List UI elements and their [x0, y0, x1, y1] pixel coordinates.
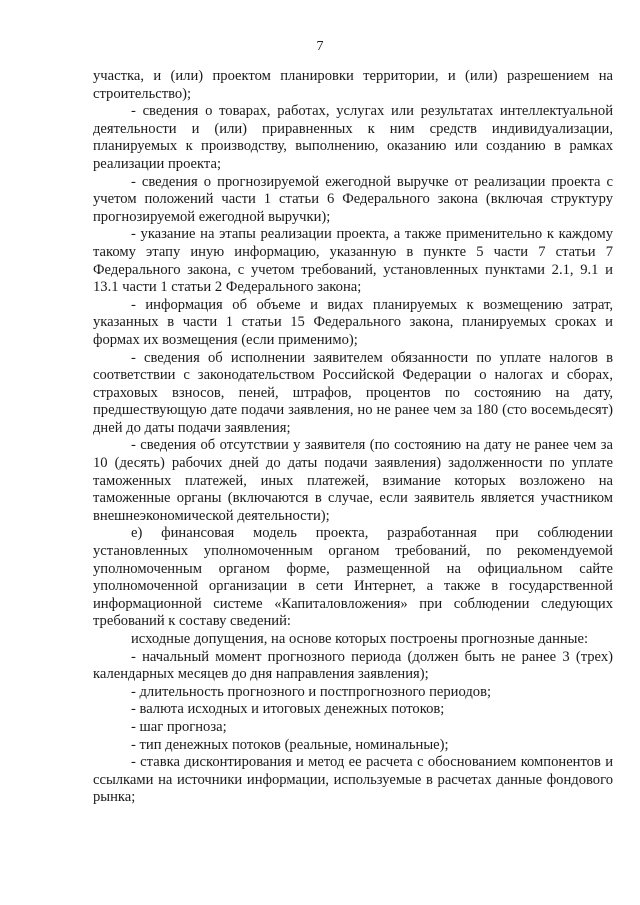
paragraph-project-stages: - указание на этапы реализации проекта, а также применительно к каждому такому этапу иную информацию, указанную в пункте 5 части 7 статьи 7 Федерального закона, с учетом требований, установленных пунктами 2.1, 9.1 и 13.1 части 1 статьи 2 Федерального закона; [93, 226, 613, 296]
paragraph-goods-services: - сведения о товарах, работах, услугах или результатах интеллектуальной деятельности и (или) приравненных к ним средств индивидуализации, планируемых к производству, выполнению, оказанию или созданию в рамках реализации проекта; [93, 103, 613, 172]
paragraph-cost-reimbursement: - информация об объеме и видах планируемых к возмещению затрат, указанных в части 1 статьи 15 Федерального закона, планируемых сроках и формах их возмещения (если применимо); [93, 296, 613, 348]
paragraph-period-duration: - длительность прогнозного и постпрогнозного периодов; [131, 683, 492, 700]
paragraph-currency: - валюта исходных и итоговых денежных потоков; [131, 701, 445, 718]
document-body [93, 68, 613, 807]
paragraph-initial-assumptions: исходные допущения, на основе которых построены прогнозные данные: [131, 631, 589, 647]
paragraph-tax-obligations: - сведения об исполнении заявителем обязанности по уплате налогов в соответствии с законодательством Российской Федерации о налогах и сборах, страховых взносов, пеней, штрафов, процентов по состоянию на дату, предшествующую дате подачи заявления, но не ранее чем за 180 (сто восемьдесят) дней до даты подачи заявления; [93, 349, 613, 436]
paragraph-cash-flow-type: - тип денежных потоков (реальные, номинальные); [131, 736, 449, 753]
paragraph-discount-rate: - ставка дисконтирования и метод ее расчета с обоснованием компонентов и ссылками на источники информации, используемые в расчетах данные фондового рынка; [93, 754, 613, 806]
paragraph-customs-debt: - сведения об отсутствии у заявителя (по состоянию на дату не ранее чем за 10 (десять) рабочих дней до даты подачи заявления) задолженности по уплате таможенных платежей, иных платежей, взимание которых возложено на таможенные органы (включаются в случае, если заявитель является участником внешнеэкономической деятельности); [93, 437, 613, 524]
paragraph-forecast-start: - начальный момент прогнозного периода (должен быть не ранее 3 (трех) календарных месяцев до дня направления заявления); [93, 648, 613, 683]
paragraph-forecast-step: - шаг прогноза; [131, 718, 227, 735]
paragraph-land-permit: участка, и (или) проектом планировки территории, и (или) разрешением на строительство); [93, 68, 613, 102]
paragraph-revenue-forecast: - сведения о прогнозируемой ежегодной выручке от реализации проекта с учетом положений части 1 статьи 6 Федерального закона (включая структуру прогнозируемой ежегодной выручки); [93, 173, 613, 225]
page-number: 7 [316, 39, 324, 54]
paragraph-financial-model: е) финансовая модель проекта, разработанная при соблюдении установленных уполномоченным органом требований, по рекомендуемой уполномоченным органом форме, размещенной на официальном сайте уполномоченной организации в сети Интернет, а также в государственной информационной системе «Капиталовложения» при соблюдении следующих требований к составу сведений: [93, 525, 613, 630]
